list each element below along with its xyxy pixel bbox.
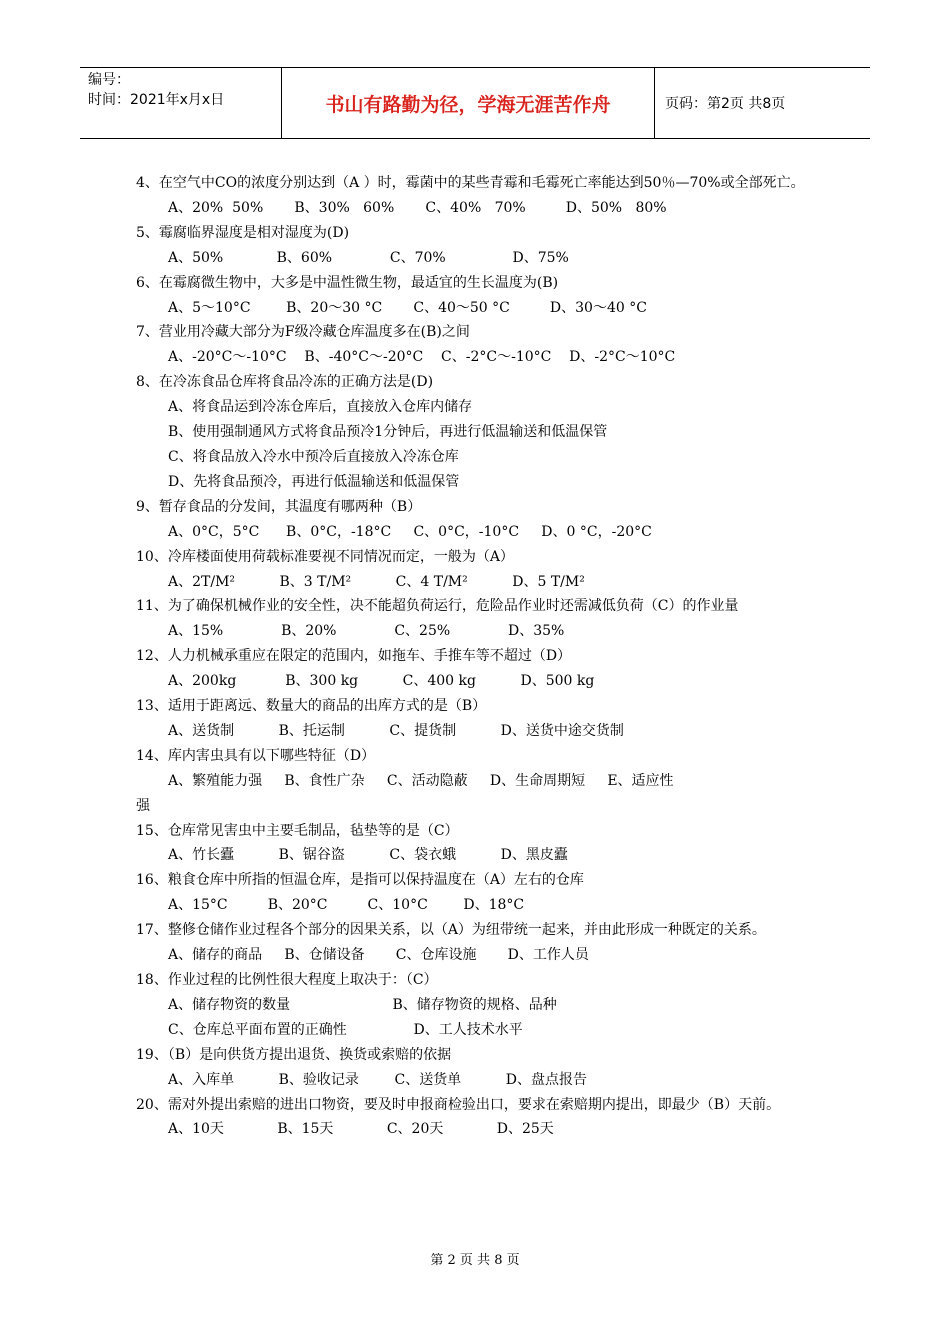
option-line: A、5～10°C B、20～30 °C C、40～50 °C D、30～40 °C	[168, 299, 647, 316]
option-line: A、50% B、60% C、70% D、75%	[168, 249, 569, 266]
question-line: 15、仓库常见害虫中主要毛制品，毡垫等的是（C）	[136, 822, 459, 839]
question-line: 19、（B）是向供货方提出退货、换货或索赔的依据	[136, 1046, 452, 1063]
option-line: A、储存物资的数量 B、储存物资的规格、品种	[168, 996, 557, 1013]
question-line: 20、需对外提出索赔的进出口物资，要及时申报商检验出口，要求在索赔期内提出，即最少（B）天前。	[136, 1096, 781, 1113]
option-line: C、仓库总平面布置的正确性 D、工人技术水平	[168, 1021, 523, 1038]
question-line: 13、适用于距离远、数量大的商品的出库方式的是（B）	[136, 698, 487, 715]
question-line: 10、冷库楼面使用荷载标准要视不同情况而定，一般为（A）	[136, 548, 514, 565]
option-line: A、储存的商品 B、仓储设备 C、仓库设施 D、工作人员	[168, 947, 589, 964]
question-line: 强	[136, 797, 150, 814]
header-motto: 书山有路勤为径，学海无涯苦作舟	[282, 68, 655, 138]
question-line: 14、库内害虫具有以下哪些特征（D）	[136, 747, 376, 764]
option-line: A、2T/M² B、3 T/M² C、4 T/M² D、5 T/M²	[168, 573, 585, 590]
header-page-label: 页码：第2页 共8页	[665, 96, 786, 112]
option-line: C、将食品放入冷水中预冷后直接放入冷冻仓库	[168, 448, 459, 465]
option-line: A、10天 B、15天 C、20天 D、25天	[168, 1121, 554, 1138]
question-line: 16、粮食仓库中所指的恒温仓库，是指可以保持温度在（A）左右的仓库	[136, 872, 584, 889]
option-line: D、先将食品预冷，再进行低温输送和低温保管	[168, 473, 460, 490]
question-line: 11、为了确保机械作业的安全性，决不能超负荷运行，危险品作业时还需减低负荷（C）的作业量	[136, 598, 739, 615]
question-line: 18、作业过程的比例性很大程度上取决于：（C）	[136, 972, 438, 988]
option-line: A、竹长蠹 B、锯谷盗 C、袋衣蛾 D、黑皮蠹	[168, 847, 568, 864]
option-line: A、15°C B、20°C C、10°C D、18°C	[168, 897, 525, 914]
option-line: B、使用强制通风方式将食品预冷1分钟后，再进行低温输送和低温保管	[168, 424, 608, 441]
option-line: A、20% 50% B、30% 60% C、40% 70% D、50% 80%	[168, 199, 667, 216]
question-line: 5、霉腐临界湿度是相对湿度为(D)	[136, 224, 350, 241]
option-line: A、-20°C～-10°C B、-40°C～-20°C C、-2°C～-10°C D、-2°C～10°C	[168, 349, 676, 366]
question-line: 17、整修仓储作业过程各个部分的因果关系，以（A）为纽带统一起来，并由此形成一种既定的关系。	[136, 922, 766, 939]
option-line: A、繁殖能力强 B、食性广杂 C、活动隐蔽 D、生命周期短 E、适应性	[168, 772, 674, 789]
question-line: 4、在空气中CO的浓度分别达到（A ）时，霉菌中的某些青霉和毛霉死亡率能达到50％—70%或全部死亡。	[136, 175, 805, 191]
header-meta	[80, 68, 282, 138]
option-line: A、将食品运到冷冻仓库后，直接放入仓库内储存	[168, 399, 473, 416]
number-label: 编号：	[88, 72, 130, 88]
option-line: A、入库单 B、验收记录 C、送货单 D、盘点报告	[168, 1071, 587, 1088]
question-line: 9、暂存食品的分发间，其温度有哪两种（B）	[136, 498, 422, 515]
question-line: 6、在霉腐微生物中，大多是中温性微生物，最适宜的生长温度为(B)	[136, 274, 559, 291]
option-line: A、0°C，5°C B、0°C，-18°C C、0°C，-10°C D、0 °C，-20°C	[168, 523, 652, 540]
option-line: A、15% B、20% C、25% D、35%	[168, 623, 565, 640]
page-footer: 第 2 页 共 8 页	[430, 1253, 520, 1268]
question-line: 7、营业用冷藏大部分为F级冷藏仓库温度多在(B)之间	[136, 324, 470, 341]
option-line: A、送货制 B、托运制 C、提货制 D、送货中途交货制	[168, 722, 624, 739]
time-label: 时间：2021年x月x日	[88, 92, 225, 108]
page-header	[80, 67, 870, 139]
question-line: 12、人力机械承重应在限定的范围内，如拖车、手推车等不超过（D）	[136, 648, 572, 665]
question-line: 8、在冷冻食品仓库将食品冷冻的正确方法是(D)	[136, 374, 434, 391]
document-body	[136, 171, 818, 1142]
option-line: A、200kg B、300 kg C、400 kg D、500 kg	[168, 673, 595, 690]
